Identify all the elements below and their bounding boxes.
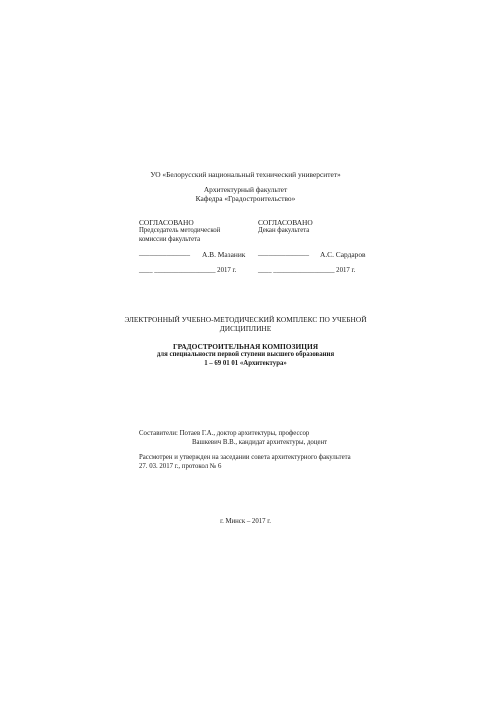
specialty-code: 1 – 69 01 01 «Архитектура» <box>204 360 287 367</box>
complex-title-line-2: ДИСЦИПЛИНЕ <box>219 324 272 333</box>
specialty-line: для специальности первой ступени высшего образования <box>156 351 335 358</box>
department-name: Кафедра «Градостроительство» <box>195 194 296 203</box>
approval-right-name: А.С. Сардаров <box>320 250 366 259</box>
faculty-name: Архитектурный факультет <box>203 185 288 194</box>
authors-line-1: Составители: Потаев Г.А., доктор архитектуры, профессор <box>139 430 310 437</box>
complex-title-line-1: ЭЛЕКТРОННЫЙ УЧЕБНО-МЕТОДИЧЕСКИЙ КОМПЛЕКС ПО УЧЕБНОЙ <box>124 315 367 324</box>
approval-right-title: СОГЛАСОВАНО <box>258 218 313 227</box>
approval-right-date-line: ____ __________________ 2017 г. <box>258 267 356 274</box>
review-line-1: Рассмотрен и утвержден на заседании совета архитектурного факультета <box>139 454 351 461</box>
approval-right-position-1: Декан факультета <box>258 227 310 234</box>
discipline-title: ГРАДОСТРОИТЕЛЬНАЯ КОМПОЗИЦИЯ <box>172 342 319 351</box>
approval-left-title: СОГЛАСОВАНО <box>139 218 194 227</box>
approval-left-position-1: Председатель методической <box>139 227 221 234</box>
authors-line-2: Вашкевич В.В., кандидат архитектуры, доцент <box>192 439 328 446</box>
approval-right-signature-line: _______________ <box>258 250 309 257</box>
approval-left-signature-line: _______________ <box>139 250 190 257</box>
city-year: г. Минск – 2017 г. <box>220 518 271 525</box>
approval-left-position-2: комиссии факультета <box>139 236 201 243</box>
approval-left-name: А.В. Мазаник <box>202 250 246 259</box>
university-name: УО «Белорусский национальный технический университет» <box>150 170 341 179</box>
approval-left-date-line: ____ __________________ 2017 г. <box>139 267 237 274</box>
review-line-2: 27. 03. 2017 г., протокол № 6 <box>139 463 222 470</box>
